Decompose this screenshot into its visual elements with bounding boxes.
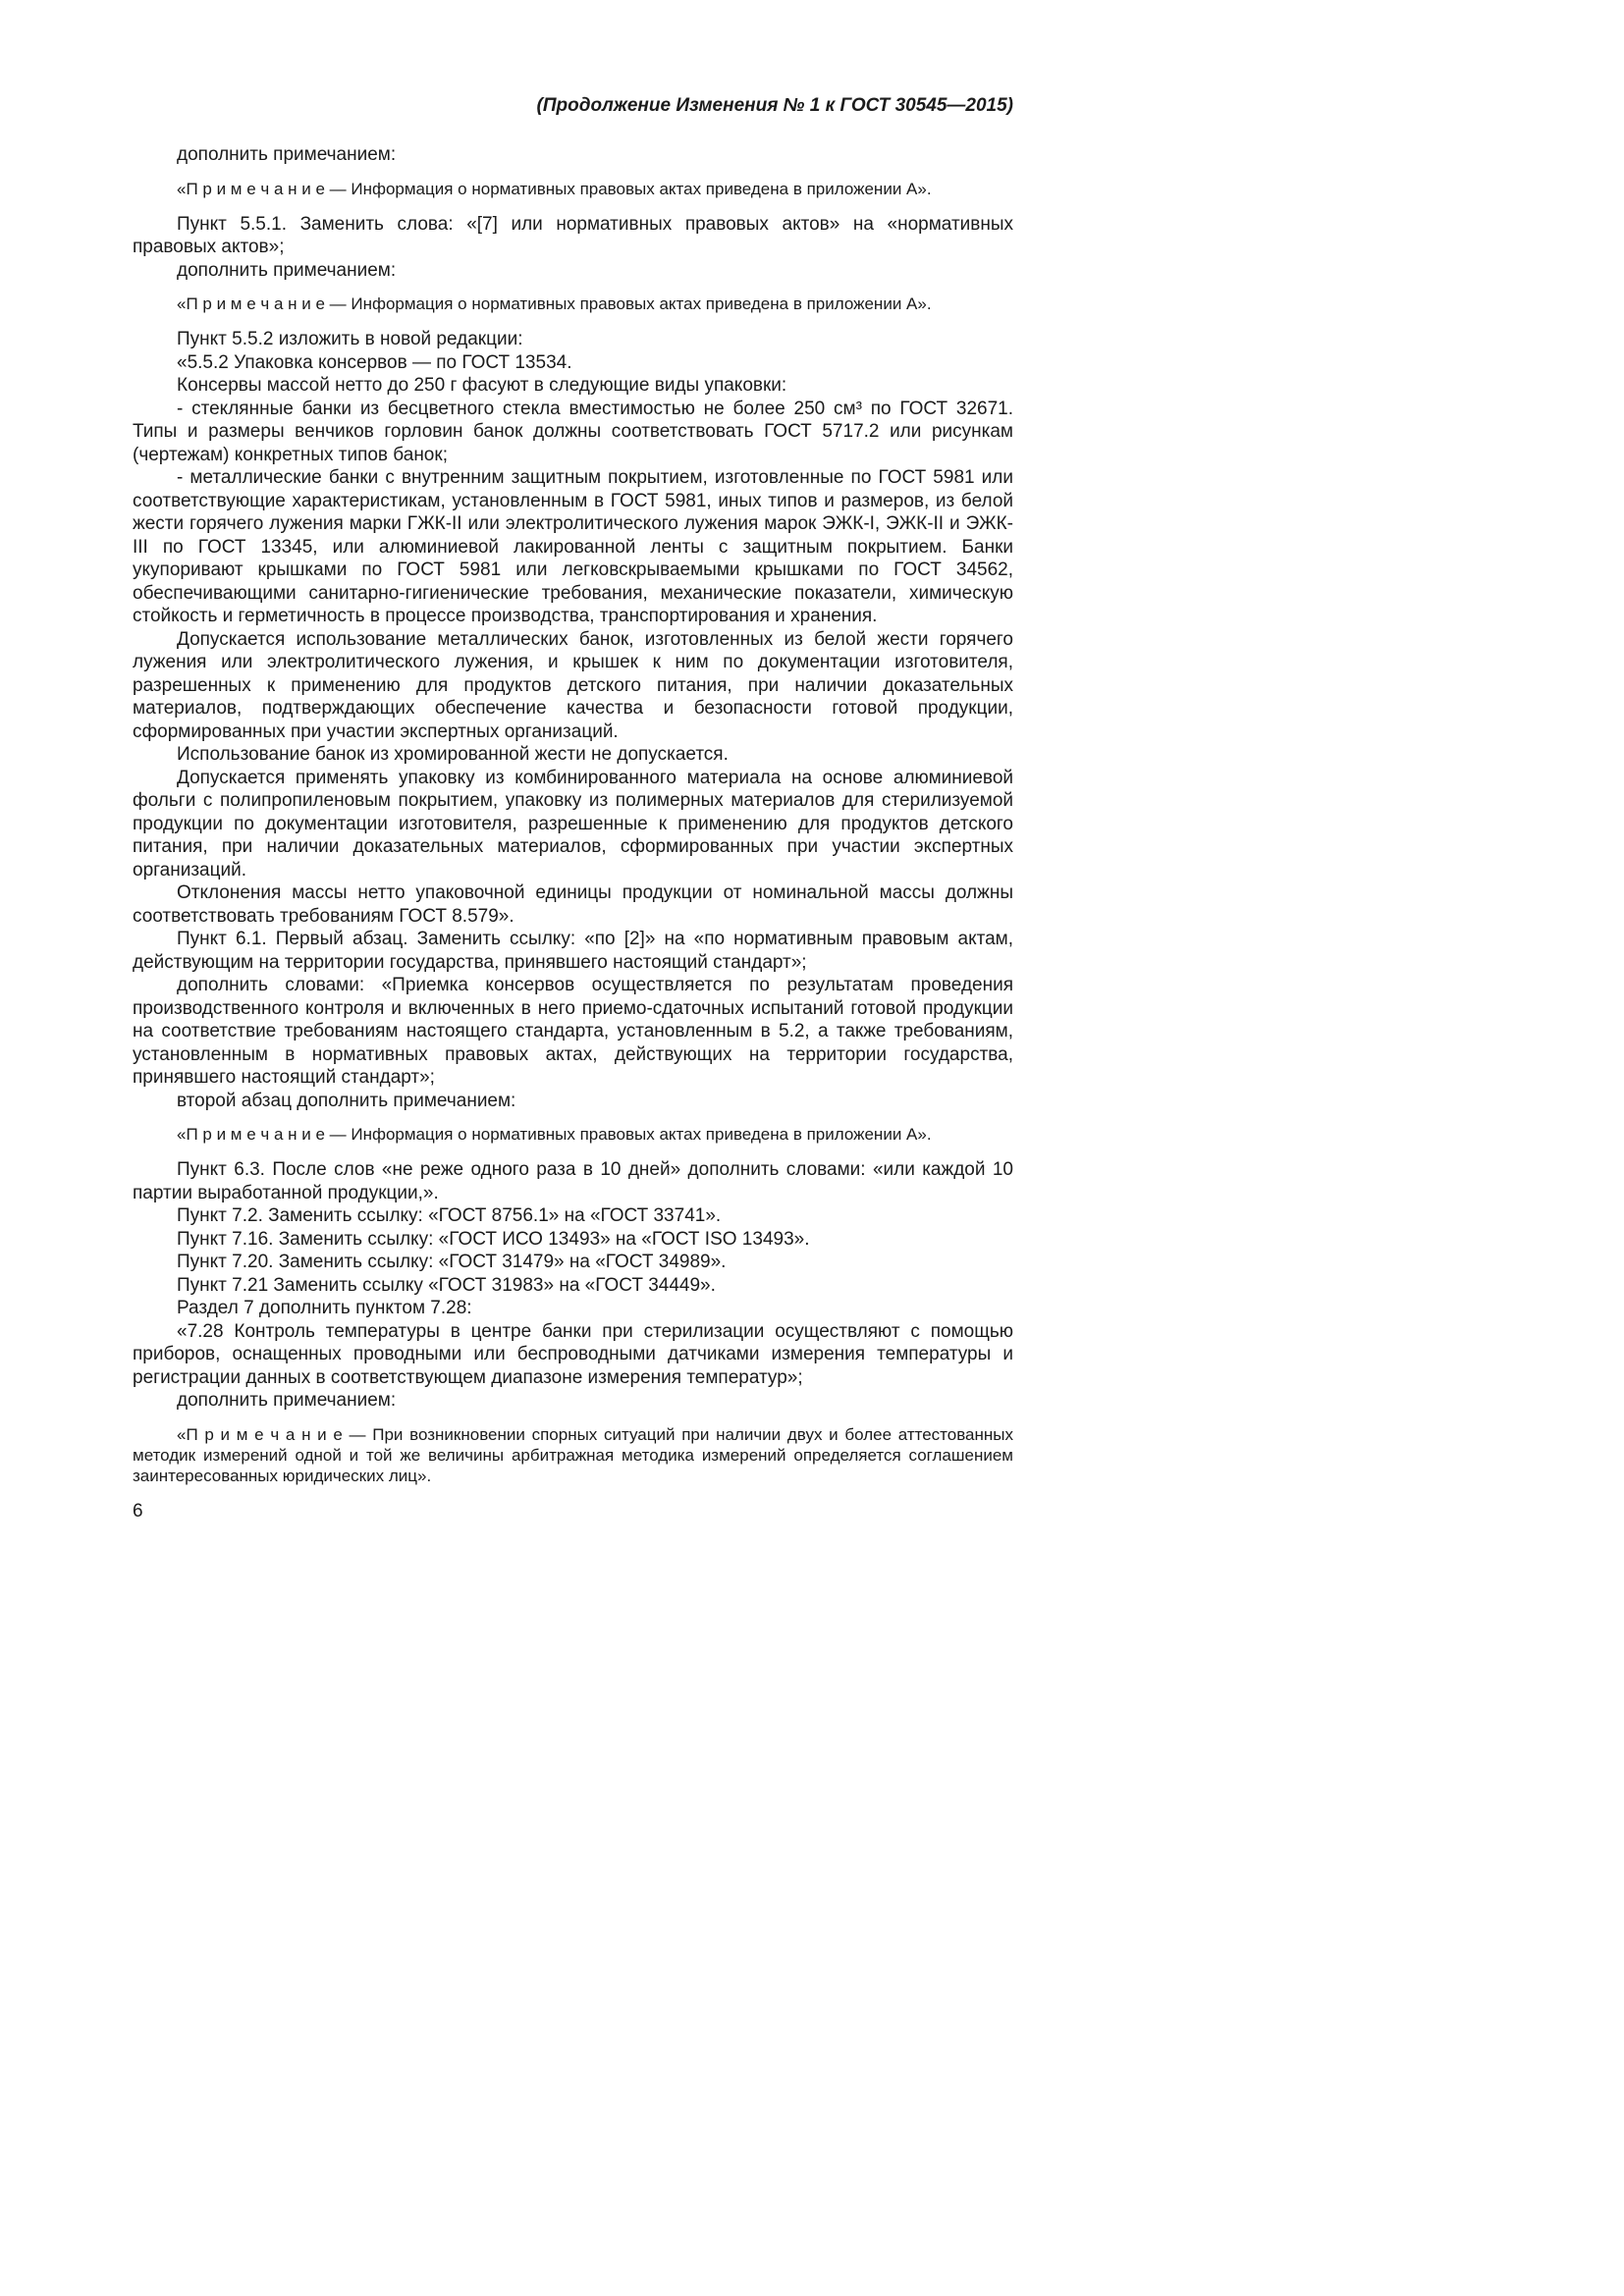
body-paragraph: «5.5.2 Упаковка консервов — по ГОСТ 13534. <box>177 351 572 373</box>
note-paragraph: «П р и м е ч а н и е — Информация о нормативных правовых актах приведена в приложении А». <box>177 179 932 198</box>
body-paragraph: - металлические банки с внутренним защитным покрытием, изготовленные по ГОСТ 5981 или соответствующие характеристикам, установленным в ГОСТ 5981, иных типов и размеров, из белой жести горячего лужения марки ГЖК-II или электролитического лужения марок ЭЖК-I, ЭЖК-II и ЭЖК-III по ГОСТ 13345, или алюминиевой лакированной ленты с защитным покрытием. Банки укупоривают крышками по ГОСТ 5981 или легковскрываемыми крышками по ГОСТ 34562, обеспечивающими санитарно-гигиенические требования, механические показатели, химическую стойкость и герметичность в процессе производства, транспортирования и хранения. <box>133 467 1013 626</box>
body-paragraph: дополнить примечанием: <box>177 259 397 281</box>
body-paragraph: Пункт 7.2. Заменить ссылку: «ГОСТ 8756.1» на «ГОСТ 33741». <box>177 1205 722 1226</box>
body-paragraph: Допускается применять упаковку из комбинированного материала на основе алюминиевой фольги с полипропиленовым покрытием, упаковку из полимерных материалов для стерилизуемой продукции по документации изготовителя, разрешенные к применению для продуктов детского питания, при наличии доказательных материалов, сформированных при участии экспертных организаций. <box>133 767 1013 881</box>
page-number: 6 <box>133 1500 143 1522</box>
body-paragraph: - стеклянные банки из бесцветного стекла вместимостью не более 250 см³ по ГОСТ 32671. Типы и размеры венчиков горловин банок должны соответствовать ГОСТ 5717.2 или рисункам (чертежам) конкретных типов банок; <box>133 398 1013 465</box>
note-paragraph: «П р и м е ч а н и е — Информация о нормативных правовых актах приведена в приложении А». <box>177 1125 932 1144</box>
body-paragraph: Консервы массой нетто до 250 г фасуют в следующие виды упаковки: <box>177 375 787 396</box>
body-paragraph: дополнить примечанием: <box>177 144 397 165</box>
body-paragraph: второй абзац дополнить примечанием: <box>177 1090 516 1111</box>
body-paragraph: Пункт 5.5.1. Заменить слова: «[7] или нормативных правовых актов» на «нормативных правовых актов»; <box>133 213 1013 257</box>
note-paragraph: «П р и м е ч а н и е — При возникновении спорных ситуаций при наличии двух и более аттестованных методик измерений одной и той же величины арбитражная методика измерений определяется соглашением заинтересованных юридических лиц». <box>133 1424 1013 1485</box>
body-paragraph: Пункт 7.20. Заменить ссылку: «ГОСТ 31479» на «ГОСТ 34989». <box>177 1252 727 1272</box>
body-paragraph: дополнить примечанием: <box>177 1390 397 1411</box>
body-paragraph: дополнить словами: «Приемка консервов осуществляется по результатам проведения производственного контроля и включенных в него приемо-сдаточных испытаний готовой продукции на соответствие требованиям настоящего стандарта, установленным в 5.2, а также требованиям, установленным в нормативных правовых актах, действующих на территории государства, принявшего настоящий стандарт»; <box>133 975 1013 1088</box>
body-paragraph: Допускается использование металлических банок, изготовленных из белой жести горячего лужения или электролитического лужения, и крышек к ним по документации изготовителя, разрешенных к применению для продуктов детского питания, при наличии доказательных материалов, подтверждающих обеспечение качества и безопасности готовой продукции, сформированных при участии экспертных организаций. <box>133 628 1013 742</box>
body-paragraph: Пункт 7.16. Заменить ссылку: «ГОСТ ИСО 13493» на «ГОСТ ISO 13493». <box>177 1228 810 1250</box>
note-paragraph: «П р и м е ч а н и е — Информация о нормативных правовых актах приведена в приложении А». <box>177 294 932 313</box>
body-paragraph: Пункт 6.1. Первый абзац. Заменить ссылку: «по [2]» на «по нормативным правовым актам, действующим на территории государства, принявшего настоящий стандарт»; <box>133 929 1013 973</box>
paragraph-list <box>133 143 1013 1486</box>
body-paragraph: Раздел 7 дополнить пунктом 7.28: <box>177 1298 472 1318</box>
body-paragraph: Пункт 5.5.2 изложить в новой редакции: <box>177 329 523 349</box>
body-paragraph: Отклонения массы нетто упаковочной единицы продукции от номинальной массы должны соответствовать требованиям ГОСТ 8.579». <box>133 882 1013 927</box>
body-paragraph: Использование банок из хромированной жести не допускается. <box>177 744 729 765</box>
body-paragraph: Пункт 6.3. После слов «не реже одного раза в 10 дней» дополнить словами: «или каждой 10 партии выработанной продукции,». <box>133 1159 1013 1203</box>
page-header-continuation: (Продолжение Изменения № 1 к ГОСТ 30545—2015) <box>536 95 1013 116</box>
body-paragraph: Пункт 7.21 Заменить ссылку «ГОСТ 31983» на «ГОСТ 34449». <box>177 1274 716 1296</box>
document-content <box>133 94 1013 1522</box>
body-paragraph: «7.28 Контроль температуры в центре банки при стерилизации осуществляют с помощью приборов, оснащенных проводными или беспроводными датчиками измерения температуры и регистрации данных в соответствующем диапазоне измерения температур»; <box>133 1320 1013 1388</box>
